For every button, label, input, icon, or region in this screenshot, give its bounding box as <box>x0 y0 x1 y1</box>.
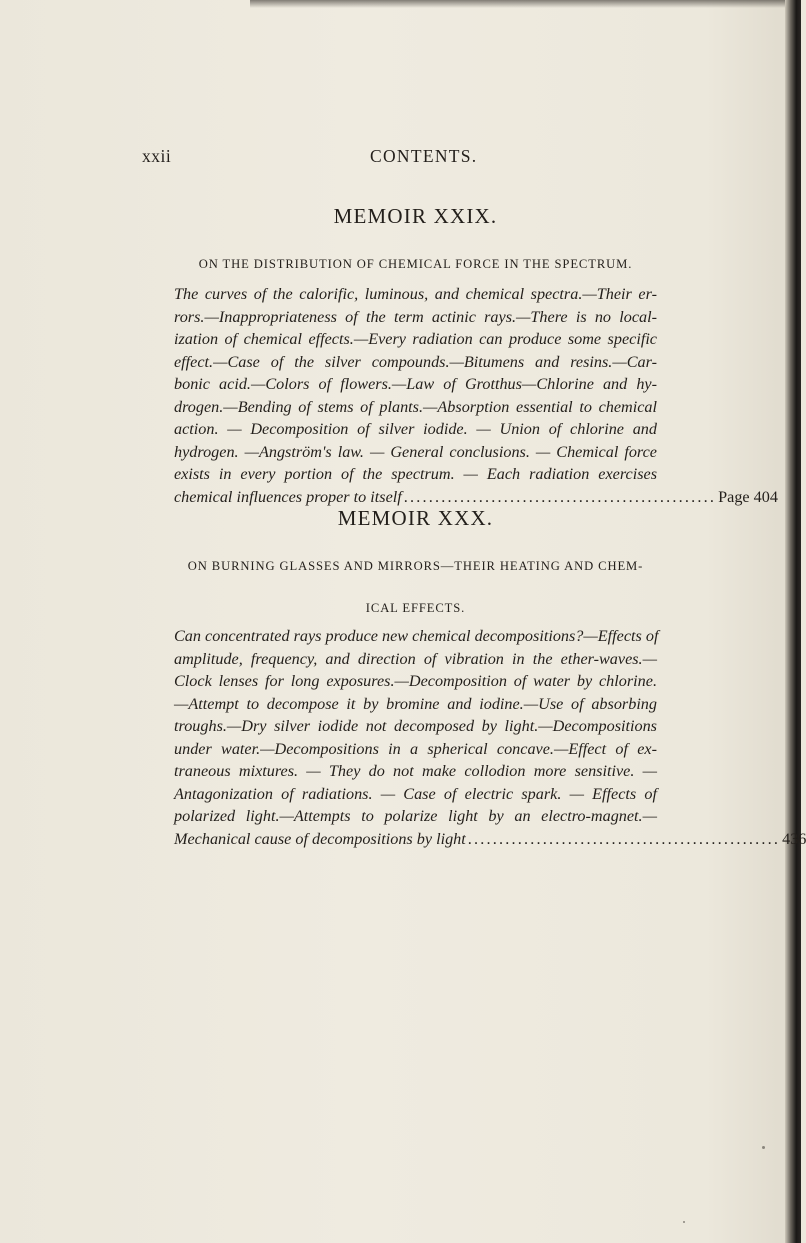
page-reference: Page 404 <box>718 487 778 506</box>
memoir-subtitle <box>174 535 657 619</box>
memoir-subtitle <box>174 233 657 275</box>
abstract-line: troughs.—Dry silver iodide not decomposed by light.—Decompositions <box>174 717 657 735</box>
dot-leader: .................................................. <box>403 487 717 506</box>
abstract-line: traneous mixtures. — They do not make collodion more sensitive. — <box>174 762 657 780</box>
abstract-line: action. — Decomposition of silver iodide. — Union of chlorine and <box>174 420 657 438</box>
abstract-line: Mechanical cause of decompositions by light <box>174 829 466 848</box>
page-top-shadow <box>250 0 801 8</box>
abstract-line: amplitude, frequency, and direction of vibration in the ether-waves.— <box>174 649 657 668</box>
abstract-line: The curves of the calorific, luminous, and chemical spectra.—Their er- <box>174 285 657 303</box>
memoir-subtitle-line: ON THE DISTRIBUTION OF CHEMICAL FORCE IN THE SPECTRUM. <box>198 257 633 271</box>
page-reference: 436 <box>782 829 806 848</box>
abstract-line: drogen.—Bending of stems of plants.—Absorption essential to chemical <box>174 397 657 416</box>
paper-speck <box>683 1221 685 1223</box>
abstract-last-line <box>174 828 806 851</box>
paper-speck <box>762 1146 765 1149</box>
abstract-line: bonic acid.—Colors of flowers.—Law of Grotthus—Chlorine and hy- <box>174 375 657 393</box>
book-binding-edge <box>785 0 801 1243</box>
abstract-line: chemical influences proper to itself <box>174 487 402 506</box>
abstract-line: Antagonization of radiations. — Case of electric spark. — Effects of <box>174 784 657 803</box>
memoir-abstract <box>174 283 778 508</box>
memoir-subtitle-line: ICAL EFFECTS. <box>365 601 466 615</box>
abstract-line: —Attempt to decompose it by bromine and iodine.—Use of absorbing <box>174 694 657 713</box>
contents-entry-memoir-xxix <box>174 203 778 508</box>
memoir-title: MEMOIR XXX. <box>337 506 494 530</box>
contents-entry-memoir-xxx <box>174 505 806 850</box>
abstract-line: rors.—Inappropriateness of the term actinic rays.—There is no local- <box>174 307 657 326</box>
page-folio: xxii <box>142 146 172 166</box>
abstract-line: Can concentrated rays produce new chemical decompositions?—Effects of <box>174 627 659 645</box>
running-title: CONTENTS. <box>370 146 478 166</box>
abstract-line: under water.—Decompositions in a spherical concave.—Effect of ex- <box>174 739 657 758</box>
memoir-title: MEMOIR XXIX. <box>333 204 498 228</box>
abstract-line: hydrogen. —Angström's law. — General conclusions. — Chemical force <box>174 442 657 461</box>
abstract-line: effect.—Case of the silver compounds.—Bitumens and resins.—Car- <box>174 352 657 371</box>
running-header <box>142 146 662 170</box>
abstract-line: exists in every portion of the spectrum. — Each radiation exercises <box>174 465 657 483</box>
abstract-line: Clock lenses for long exposures.—Decomposition of water by chlorine. <box>174 672 657 690</box>
memoir-subtitle-line: ON BURNING GLASSES AND MIRRORS—THEIR HEATING AND CHEM- <box>187 559 644 573</box>
dot-leader: .................................................. <box>467 829 781 848</box>
abstract-line: polarized light.—Attempts to polarize light by an electro-magnet.— <box>174 807 657 825</box>
abstract-line: ization of chemical effects.—Every radiation can produce some specific <box>174 330 657 348</box>
memoir-abstract <box>174 625 806 850</box>
